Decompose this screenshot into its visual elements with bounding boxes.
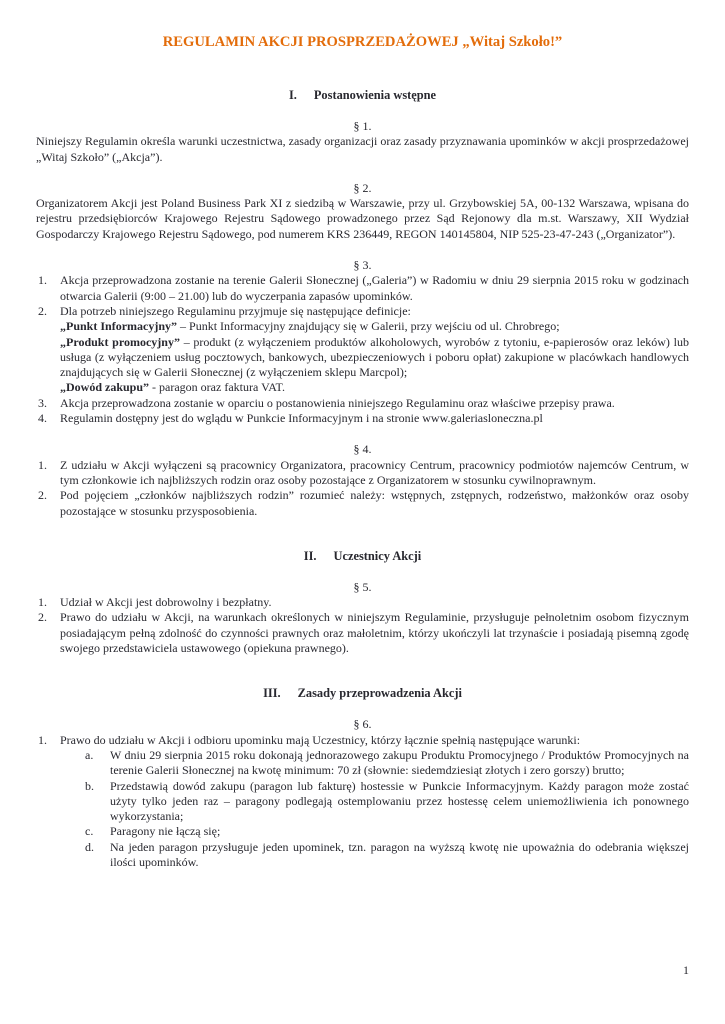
item-text: Udział w Akcji jest dobrowolny i bezpłatny.: [60, 595, 272, 610]
sublist-item: [85, 779, 689, 825]
paragraph-par2: Organizatorem Akcji jest Poland Business Park XI z siedzibą w Warszawie, przy ul. Grzybowskiej 5A, 00-132 Warszawa, wpisana do rejestru przedsiębiorców Krajowego Rejestru Sądowego prowadzonego przez Sąd Rejonowy dla m.st. Warszawy, XII Wydział Gospodarczy Krajowego Rejestru Sądowego, pod numerem KRS 236449, REGON 140145804, NIP 525-23-47-243 („Organizator”).: [36, 196, 689, 241]
numbered-list-par5: [36, 595, 689, 656]
item-number: 1.: [38, 732, 47, 747]
lettered-sublist: [85, 748, 689, 870]
section-number: I.: [288, 88, 297, 102]
item-text: Akcja przeprowadzona zostanie w oparciu o postanowienia niniejszego Regulaminu oraz właściwe przepisy prawa.: [60, 395, 615, 410]
subitem-text: Przedstawią dowód zakupu (paragon lub fakturę) hostessie w Punkcie Informacyjnym. Każdy paragon może zostać użyty tylko jeden raz – paragony podlegają ostemplowaniu przez hostessę celem uniemożliwienia ich ponownego wykorzystania;: [110, 778, 689, 824]
subitem-letter: b.: [85, 778, 94, 793]
item-number: 2.: [38, 610, 47, 625]
section-number: III.: [263, 686, 281, 701]
section-heading-2: [36, 548, 689, 564]
definition: [60, 380, 689, 395]
item-intro: Dla potrzeb niniejszego Regulaminu przyjmuje się następujące definicje:: [60, 303, 411, 318]
item-text: Akcja przeprowadzona zostanie na terenie Galerii Słonecznej („Galeria”) w Radomiu w dniu 29 sierpnia 2015 roku w godzinach otwarcia Galerii (9:00 – 21.00) lub do wyczerpania zapasów upominków.: [60, 273, 689, 303]
list-item: [36, 304, 689, 396]
definition: [60, 335, 689, 381]
numbered-list-par3: [36, 273, 689, 426]
definition-term: „Produkt promocyjny”: [60, 334, 180, 349]
subitem-text: Paragony nie łączą się;: [110, 824, 221, 839]
list-item: [36, 595, 689, 610]
item-text: Z udziału w Akcji wyłączeni są pracownicy Organizatora, pracownicy Centrum, pracownicy podmiotów najemców Centrum, w tym członkowie ich najbliższych rodzin oraz osoby pozostające z Organizatorem w stosunku cywilnoprawnym.: [60, 457, 689, 487]
item-intro: Prawo do udziału w Akcji i odbioru upominku mają Uczestnicy, którzy łącznie spełnią następujące warunki:: [60, 732, 581, 747]
list-item: [36, 273, 689, 304]
section-title: Uczestnicy Akcji: [333, 548, 422, 563]
subitem-letter: a.: [85, 747, 94, 762]
subitem-letter: d.: [85, 839, 94, 854]
numbered-list-par6: [36, 733, 689, 871]
list-item: [36, 610, 689, 656]
article-label-par4: § 4.: [353, 442, 372, 457]
item-number: 3.: [38, 395, 47, 410]
article-label-par3: § 3.: [353, 258, 372, 273]
article-label-par1: § 1.: [353, 119, 372, 133]
subitem-text: W dniu 29 sierpnia 2015 roku dokonają jednorazowego zakupu Produktu Promocyjnego / Produktów Promocyjnych na terenie Galerii Słonecznej na kwotę minimum: 70 zł (słownie: siedemdziesiąt złotych i zero gorszy) brutto;: [110, 747, 689, 778]
item-number: 4.: [38, 411, 47, 426]
list-item: [36, 458, 689, 489]
item-text: Prawo do udziału w Akcji, na warunkach określonych w niniejszym Regulaminie, przysługuje pełnoletnim osobom fizycznym posiadającym pełną zdolność do czynności prawnych oraz małoletnim, którzy ukończyli lat trzynaście i posiadają pisemną zgodę swojego przedstawiciela ustawowego (opiekuna prawnego).: [60, 610, 689, 656]
item-number: 1.: [38, 595, 47, 610]
definition-term: „Punkt Informacyjny”: [60, 319, 178, 334]
list-item: [36, 411, 689, 426]
definition: [60, 319, 689, 334]
item-number: 1.: [38, 457, 47, 472]
item-number: 2.: [38, 488, 47, 503]
section-title: Postanowienia wstępne: [313, 88, 437, 102]
section-heading-3: [36, 685, 689, 701]
article-label-par2: § 2.: [353, 180, 372, 195]
definition-text: – Punkt Informacyjny znajdujący się w Galerii, przy wejściu od ul. Chrobrego;: [180, 319, 560, 334]
section-heading-1: [36, 87, 689, 103]
section-number: II.: [303, 548, 317, 563]
list-item: [36, 396, 689, 411]
definition-term: „Dowód zakupu”: [60, 380, 150, 395]
article-label-par6: § 6.: [353, 717, 372, 732]
paragraph-par1: Niniejszy Regulamin określa warunki uczestnictwa, zasady organizacji oraz zasady przyznawania upominków w akcji prosprzedażowej „Witaj Szkoło” („Akcja”).: [36, 134, 689, 164]
item-text: [60, 733, 689, 871]
document-title: REGULAMIN AKCJI PROSPRZEDAŻOWEJ „Witaj Szkoło!”: [162, 34, 563, 50]
item-number: 2.: [38, 303, 47, 318]
sublist-item: [85, 748, 689, 779]
page-number: 1: [683, 962, 689, 977]
section-title: Zasady przeprowadzenia Akcji: [297, 686, 462, 701]
definition-text: - paragon oraz faktura VAT.: [152, 380, 285, 395]
article-label-par5: § 5.: [353, 579, 372, 594]
item-text: Regulamin dostępny jest do wglądu w Punkcie Informacyjnym i na stronie www.galeriasloneczna.pl: [60, 411, 543, 426]
sublist-item: [85, 840, 689, 871]
item-text: Pod pojęciem „członków najbliższych rodzin” rozumieć należy: wstępnych, zstępnych, rodzeństwo, małżonków oraz osoby pozostające w stosunku przysposobienia.: [60, 488, 689, 518]
sublist-item: [85, 824, 689, 839]
list-item: [36, 488, 689, 519]
subitem-text: Na jeden paragon przysługuje jeden upominek, tzn. paragon na wyższą kwotę nie upoważnia do odebrania większej ilości upominków.: [110, 839, 689, 869]
list-item: [36, 733, 689, 871]
item-text: [60, 304, 689, 396]
definition-text: – produkt (z wyłączeniem produktów alkoholowych, wyrobów z tytoniu, e-papierosów oraz leków) lub usługa (z wyłączeniem usług pocztowych, bankowych, ubezpieczeniowych i poboru opłat) zakupione w placówkach handlowych znajdujących się w Galerii Słonecznej (z wyłączeniem sklepu Marcpol);: [60, 334, 689, 380]
item-number: 1.: [38, 273, 47, 288]
subitem-letter: c.: [85, 824, 94, 839]
numbered-list-par4: [36, 458, 689, 519]
